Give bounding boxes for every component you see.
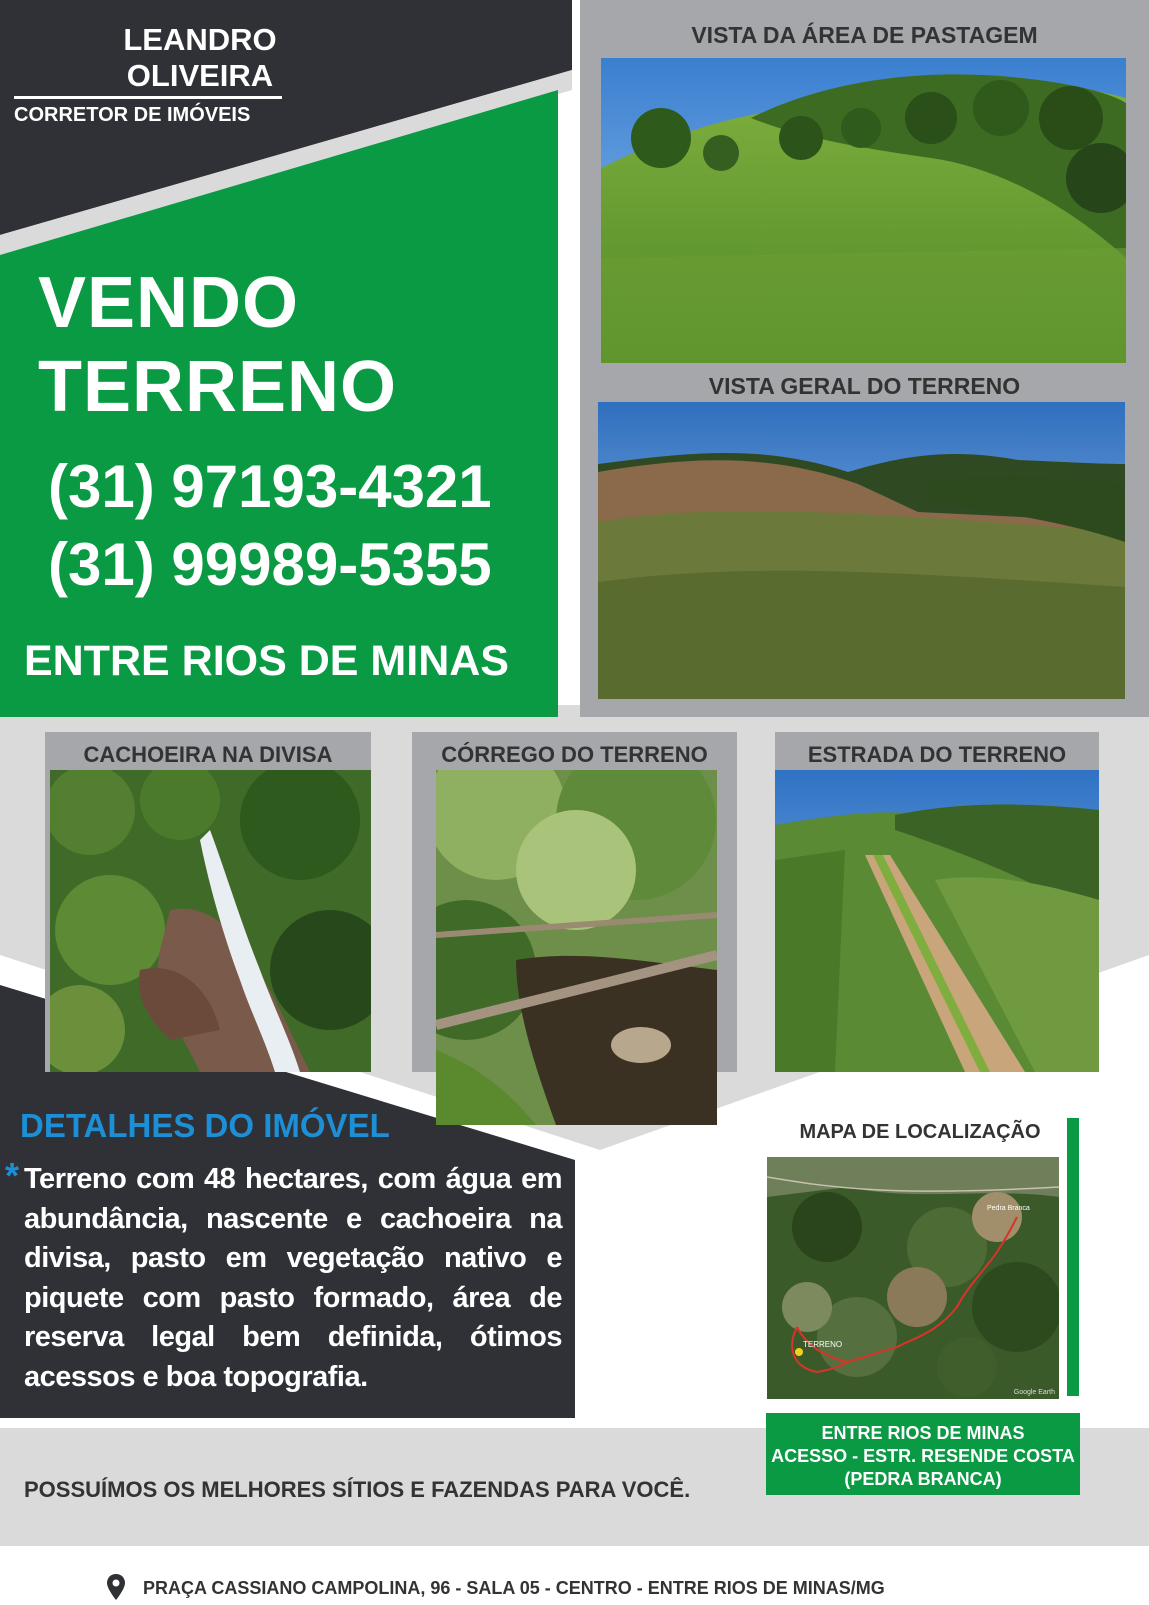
waterfall-photo-caption: CACHOEIRA NA DIVISA	[83, 742, 333, 767]
broker-title: CORRETOR DE IMÓVEIS	[14, 104, 251, 126]
map-caption-line2: ACESSO - ESTR. RESENDE COSTA	[771, 1446, 1075, 1466]
hero-city: ENTRE RIOS DE MINAS	[24, 637, 509, 685]
stream-photo	[436, 770, 717, 1125]
hero-line1: VENDO	[38, 263, 300, 343]
map-place-label: Pedra Branca	[987, 1205, 1030, 1212]
details-text: Terreno com 48 hectares, com água em abundância, nascente e cachoeira na divisa, pasto em vegetação nativo e piquete com pasto formado, área de reserva legal bem definida, ótimos acessos e boa topografia.	[24, 1163, 562, 1393]
details-bullet: *	[5, 1155, 20, 1196]
map-accent-bar	[1067, 1118, 1079, 1396]
map-watermark: Google Earth	[1013, 1389, 1055, 1396]
broker-last-name: OLIVEIRA	[126, 58, 274, 93]
overview-photo-caption: VISTA GERAL DO TERRENO	[708, 373, 1021, 399]
map-caption-line1: ENTRE RIOS DE MINAS	[821, 1423, 1025, 1443]
details-heading: DETALHES DO IMÓVEL	[20, 1107, 390, 1144]
broker-underline	[14, 96, 282, 99]
stream-photo-caption: CÓRREGO DO TERRENO	[441, 742, 708, 767]
overview-photo	[598, 402, 1125, 699]
phone-2[interactable]: (31) 99989-5355	[48, 531, 492, 598]
hero-line2: TERRENO	[38, 347, 398, 427]
map-pin-icon	[106, 1574, 126, 1600]
phone-1[interactable]: (31) 97193-4321	[48, 453, 492, 520]
footer-address: PRAÇA CASSIANO CAMPOLINA, 96 - SALA 05 - CENTRO - ENTRE RIOS DE MINAS/MG	[143, 1578, 885, 1598]
pasture-photo	[601, 58, 1126, 363]
road-photo-caption: ESTRADA DO TERRENO	[807, 742, 1067, 767]
map-marker-label: TERRENO	[803, 1340, 843, 1349]
location-map[interactable]	[767, 1157, 1059, 1399]
road-photo	[775, 770, 1099, 1072]
footer-slogan: POSSUÍMOS OS MELHORES SÍTIOS E FAZENDAS PARA VOCÊ.	[24, 1477, 691, 1502]
map-title: MAPA DE LOCALIZAÇÃO	[799, 1121, 1041, 1143]
broker-first-name: LEANDRO	[123, 22, 277, 57]
map-caption-line3: (PEDRA BRANCA)	[844, 1469, 1002, 1489]
waterfall-photo	[50, 770, 371, 1072]
pasture-photo-caption: VISTA DA ÁREA DE PASTAGEM	[691, 22, 1038, 48]
